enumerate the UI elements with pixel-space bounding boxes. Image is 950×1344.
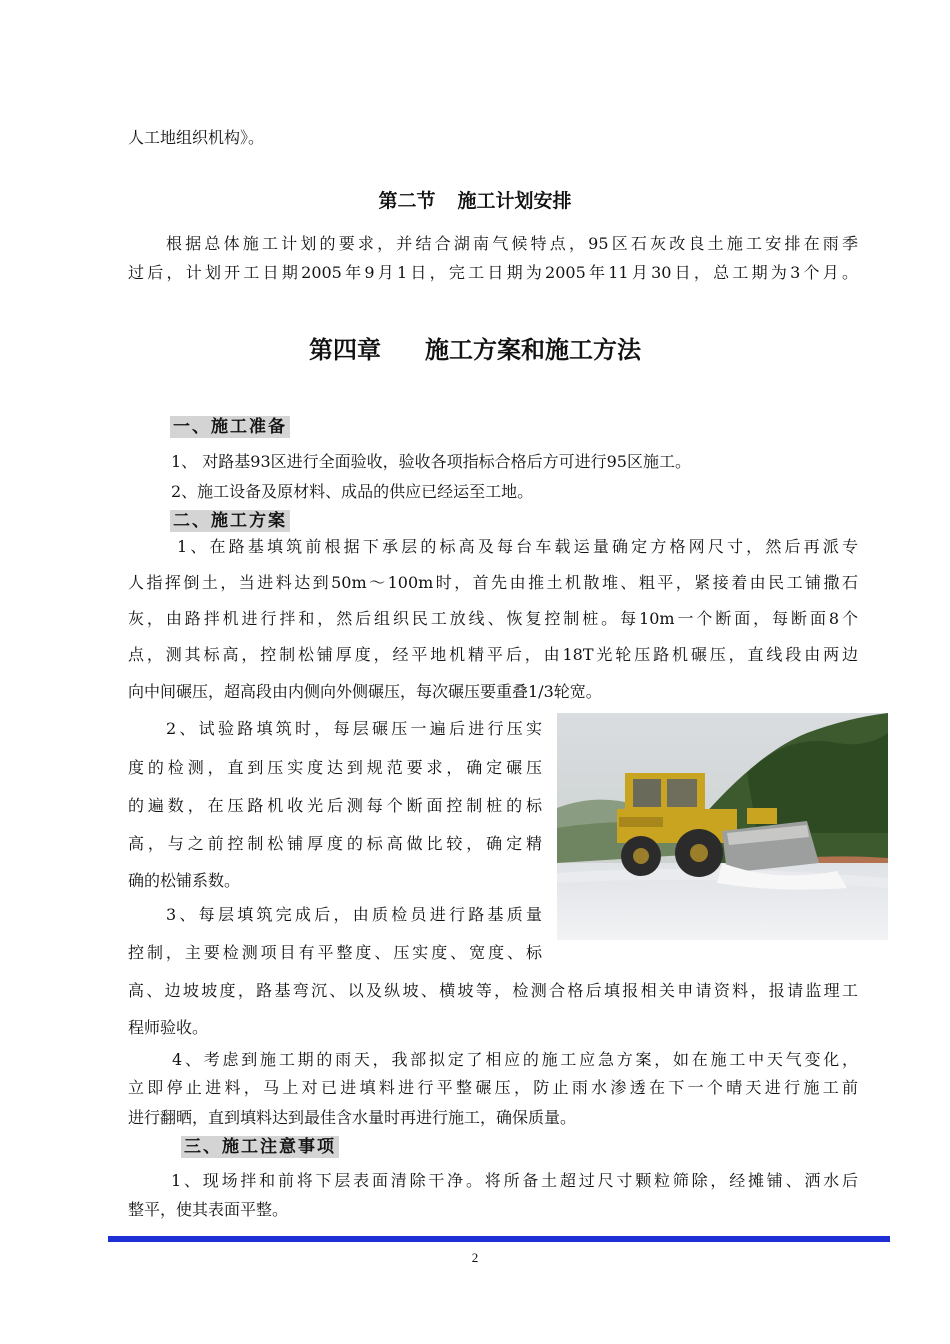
plan-p2-line: 确的松铺系数。 bbox=[128, 871, 241, 890]
plan-p1-line: 灰，由路拌机进行拌和，然后组织民工放线、恢复控制桩。每10m一个断面，每断面8个 bbox=[128, 609, 858, 628]
notes-heading: 三、施工注意事项 bbox=[181, 1136, 339, 1158]
plan-p3-line: 程师验收。 bbox=[128, 1018, 209, 1037]
plan-p2-line: 2、试验路填筑时，每层碾压一遍后进行压实 bbox=[166, 719, 542, 738]
chapter-number: 第四章 bbox=[309, 336, 381, 364]
section2-paragraph-line: 根据总体施工计划的要求，并结合湖南气候特点，95区石灰改良土施工安排在雨季 bbox=[166, 234, 858, 253]
section2-paragraph-line: 过后，计划开工日期2005年9月1日，完工日期为2005年11月30日，总工期为3个月。 bbox=[128, 263, 858, 282]
lead-line: 人工地组织机构》。 bbox=[128, 128, 265, 147]
plan-p1-line: 人指挥倒土，当进料达到50m～100m时，首先由推土机散堆、粗平，紧接着由民工铺撒石 bbox=[128, 573, 858, 592]
plan-p3-line: 控制，主要检测项目有平整度、压实度、宽度、标 bbox=[128, 943, 542, 962]
plan-p2-line: 高，与之前控制松铺厚度的标高做比较，确定精 bbox=[128, 834, 542, 853]
plan-p2-line: 的遍数，在压路机收光后测每个断面控制桩的标 bbox=[128, 796, 542, 815]
plan-p1-line: 1、在路基填筑前根据下承层的标高及每台车载运量确定方格网尺寸，然后再派专 bbox=[177, 537, 858, 556]
plan-p1-line: 向中间碾压，超高段由内侧向外侧碾压，每次碾压要重叠1/3轮宽。 bbox=[128, 682, 602, 701]
chapter-title: 施工方案和施工方法 bbox=[425, 336, 641, 364]
plan-p4-line: 立即停止进料，马上对已进填料进行平整碾压，防止雨水渗透在下一个晴天进行施工前 bbox=[128, 1078, 858, 1097]
section-title: 施工计划安排 bbox=[457, 190, 572, 212]
footer-rule bbox=[108, 1236, 890, 1242]
plan-p2-line: 度的检测，直到压实度达到规范要求，确定碾压 bbox=[128, 758, 542, 777]
section-number: 第二节 bbox=[378, 190, 436, 212]
page-number: 2 bbox=[471, 1250, 479, 1265]
plan-p3-line: 3、每层填筑完成后，由质检员进行路基质量 bbox=[166, 905, 542, 924]
prep-heading: 一、施工准备 bbox=[170, 416, 290, 438]
chapter-heading bbox=[0, 330, 950, 365]
prep-item: 2、施工设备及原材料、成品的供应已经运至工地。 bbox=[171, 482, 534, 501]
section-heading bbox=[0, 186, 950, 213]
notes-p1-line: 1、现场拌和前将下层表面清除干净。将所备土超过尺寸颗粒筛除，经摊铺、洒水后 bbox=[171, 1171, 858, 1190]
notes-p1-line: 整平，使其表面平整。 bbox=[128, 1200, 289, 1219]
plan-p1-line: 点，测其标高，控制松铺厚度，经平地机精平后，由18T光轮压路机碾压，直线段由两边 bbox=[128, 645, 858, 664]
prep-item: 1、 对路基93区进行全面验收，验收各项指标合格后方可进行95区施工。 bbox=[171, 452, 691, 471]
plan-p4-line: 进行翻晒，直到填料达到最佳含水量时再进行施工，确保质量。 bbox=[128, 1108, 577, 1127]
plan-p3-line: 高、边坡坡度，路基弯沉、以及纵坡、横坡等，检测合格后填报相关申请资料，报请监理工 bbox=[128, 981, 858, 1000]
plan-heading: 二、施工方案 bbox=[170, 510, 290, 532]
plan-p4-line: 4、考虑到施工期的雨天，我部拟定了相应的施工应急方案，如在施工中天气变化， bbox=[172, 1050, 858, 1069]
construction-photo bbox=[557, 713, 888, 940]
